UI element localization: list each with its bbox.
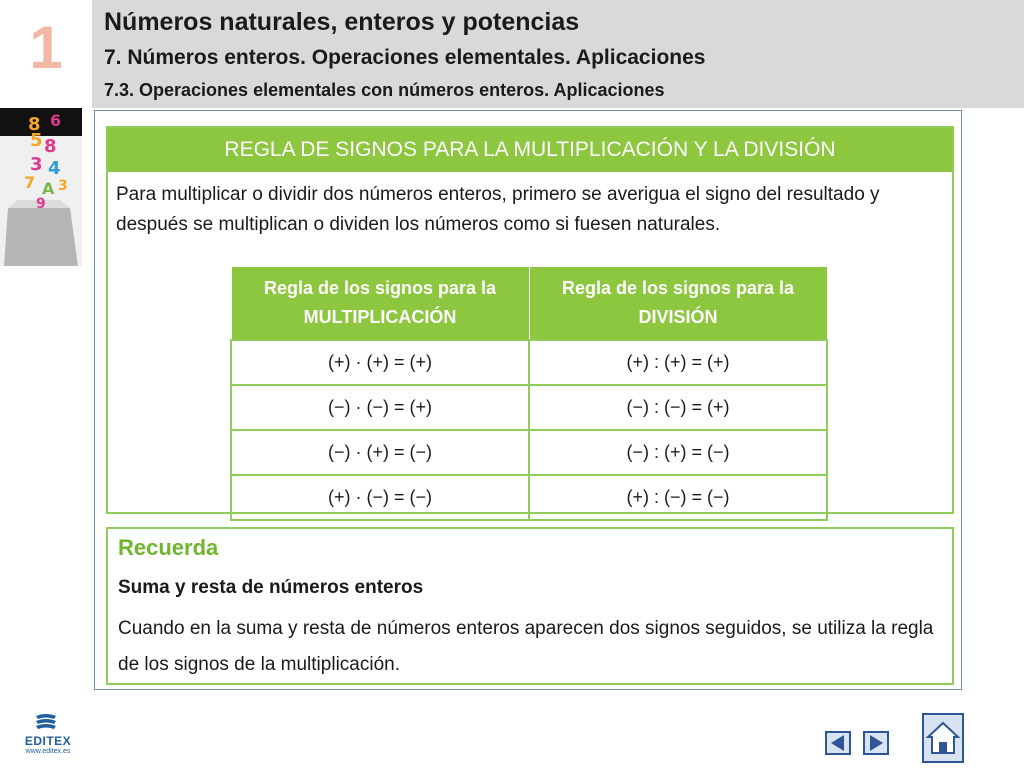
- table-row: [231, 475, 827, 520]
- signs-table: [230, 266, 828, 521]
- rule-card: [106, 126, 954, 514]
- table-row: [231, 340, 827, 385]
- svg-text:3: 3: [58, 178, 68, 194]
- chapter-box: [0, 0, 92, 108]
- page-title: Números naturales, enteros y potencias: [104, 8, 580, 36]
- table-cell: (−) : (−) = (+): [529, 385, 827, 430]
- svg-text:8: 8: [44, 136, 57, 157]
- svg-text:A: A: [42, 179, 55, 198]
- next-button[interactable]: [863, 731, 889, 755]
- recuerda-title: Recuerda: [118, 535, 219, 560]
- logo-url: www.editex.es: [25, 748, 71, 755]
- column-header-division: Regla de los signos para la DIVISIÓN: [529, 267, 827, 341]
- table-cell: (+) : (−) = (−): [529, 475, 827, 520]
- table-cell: (+) · (−) = (−): [231, 475, 529, 520]
- column-header-multiplication: Regla de los signos para la MULTIPLICACIÓN: [231, 267, 529, 341]
- logo-text: EDITEX: [24, 734, 72, 748]
- table-cell: (−) : (+) = (−): [529, 430, 827, 475]
- home-button[interactable]: [922, 713, 964, 763]
- rule-heading: REGLA DE SIGNOS PARA LA MULTIPLICACIÓN Y LA DIVISIÓN: [108, 128, 952, 172]
- table-row: [231, 385, 827, 430]
- arrow-left-icon: [825, 731, 851, 755]
- recuerda-card: [106, 527, 954, 685]
- svg-text:4: 4: [48, 158, 61, 179]
- table-row: [231, 430, 827, 475]
- previous-button[interactable]: [825, 731, 851, 755]
- table-cell: (+) : (+) = (+): [529, 340, 827, 385]
- decorative-numbers-image: [0, 108, 82, 266]
- recuerda-subtitle: Suma y resta de números enteros: [118, 577, 424, 598]
- table-cell: (+) · (+) = (+): [231, 340, 529, 385]
- table-cell: (−) · (+) = (−): [231, 430, 529, 475]
- section-title: 7. Números enteros. Operaciones elementales. Aplicaciones: [104, 46, 706, 69]
- table-cell: (−) · (−) = (+): [231, 385, 529, 430]
- arrow-right-icon: [863, 731, 889, 755]
- svg-text:8: 8: [28, 114, 41, 135]
- subsection-title: 7.3. Operaciones elementales con números enteros. Aplicaciones: [104, 80, 665, 100]
- editex-logo-icon: [32, 712, 60, 732]
- home-icon: [922, 713, 964, 763]
- recuerda-text: Cuando en la suma y resta de números enteros aparecen dos signos seguidos, se utiliza la regla de los signos de la multiplicación.: [118, 618, 934, 675]
- table-header-row: [231, 267, 827, 341]
- svg-text:5: 5: [30, 130, 43, 151]
- svg-text:9: 9: [36, 196, 46, 212]
- svg-text:7: 7: [24, 173, 36, 192]
- rule-text: Para multiplicar o dividir dos números enteros, primero se averigua el signo del resultado y después se multiplican o dividen los números como si fuesen naturales.: [116, 184, 880, 235]
- svg-text:3: 3: [30, 154, 43, 175]
- chapter-number: 1: [29, 14, 63, 81]
- editex-logo: [18, 712, 82, 762]
- svg-text:6: 6: [50, 111, 62, 130]
